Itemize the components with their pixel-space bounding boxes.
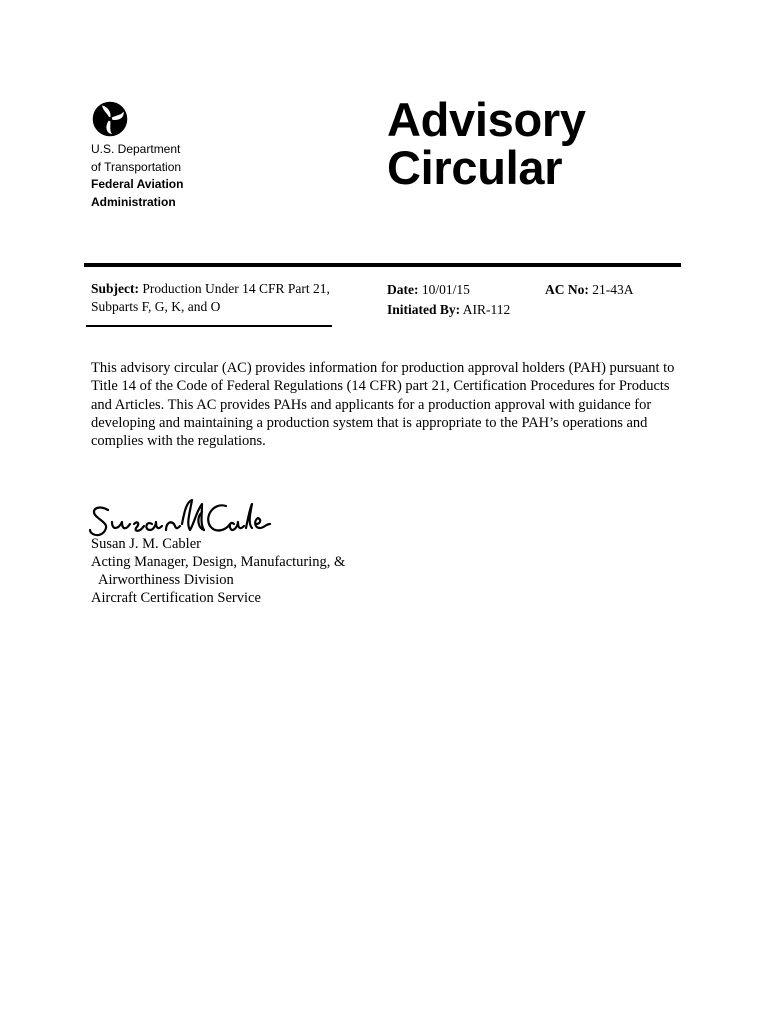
initiated-row: [387, 300, 510, 320]
subject-value-1: Production Under 14 CFR Part 21,: [142, 281, 330, 296]
initiated-label: Initiated By:: [387, 302, 461, 317]
signatory-block: [91, 535, 345, 607]
subject-block: [91, 280, 351, 315]
agency-line-4: Administration: [91, 194, 176, 209]
agency-name: [91, 141, 183, 211]
signatory-title-3: Aircraft Certification Service: [91, 590, 261, 606]
acno-value: 21-43A: [592, 282, 634, 297]
title-line-1: Advisory: [387, 93, 586, 146]
body-paragraph: This advisory circular (AC) provides information for production approval holders (PAH) pursuant to Title 14 of the Code of Federal Regulations (14 CFR) part 21, Certification Procedures for Products and Articles. This AC provides PAHs and applicants for a production approval with guidance for developing and maintaining a production system that is appropriate to the PAH’s operations and complies with the regulations.: [91, 360, 675, 450]
title-line-2: Circular: [387, 141, 563, 194]
header-divider: [84, 263, 681, 267]
signatory-title-2: Airworthiness Division: [98, 572, 234, 588]
agency-line-1: U.S. Department: [91, 142, 181, 156]
initiated-value: AIR-112: [462, 302, 511, 317]
document-title: [387, 93, 586, 194]
date-row: [387, 280, 510, 300]
subject-line-1: [91, 280, 351, 298]
dot-logo-icon: [92, 101, 128, 137]
date-label: Date:: [387, 282, 419, 297]
subject-label: Subject:: [91, 281, 139, 296]
ac-number: [545, 280, 634, 300]
signatory-title-1: Acting Manager, Design, Manufacturing, &: [91, 554, 346, 570]
subject-underline: [86, 325, 332, 327]
date-value: 10/01/15: [421, 282, 470, 297]
agency-line-2: of Transportation: [91, 159, 182, 174]
agency-line-3: Federal Aviation: [91, 177, 184, 191]
date-block: [387, 280, 510, 320]
signatory-name: Susan J. M. Cabler: [91, 536, 201, 552]
acno-label: AC No:: [545, 282, 589, 297]
subject-value-2: Subparts F, G, K, and O: [91, 298, 221, 314]
